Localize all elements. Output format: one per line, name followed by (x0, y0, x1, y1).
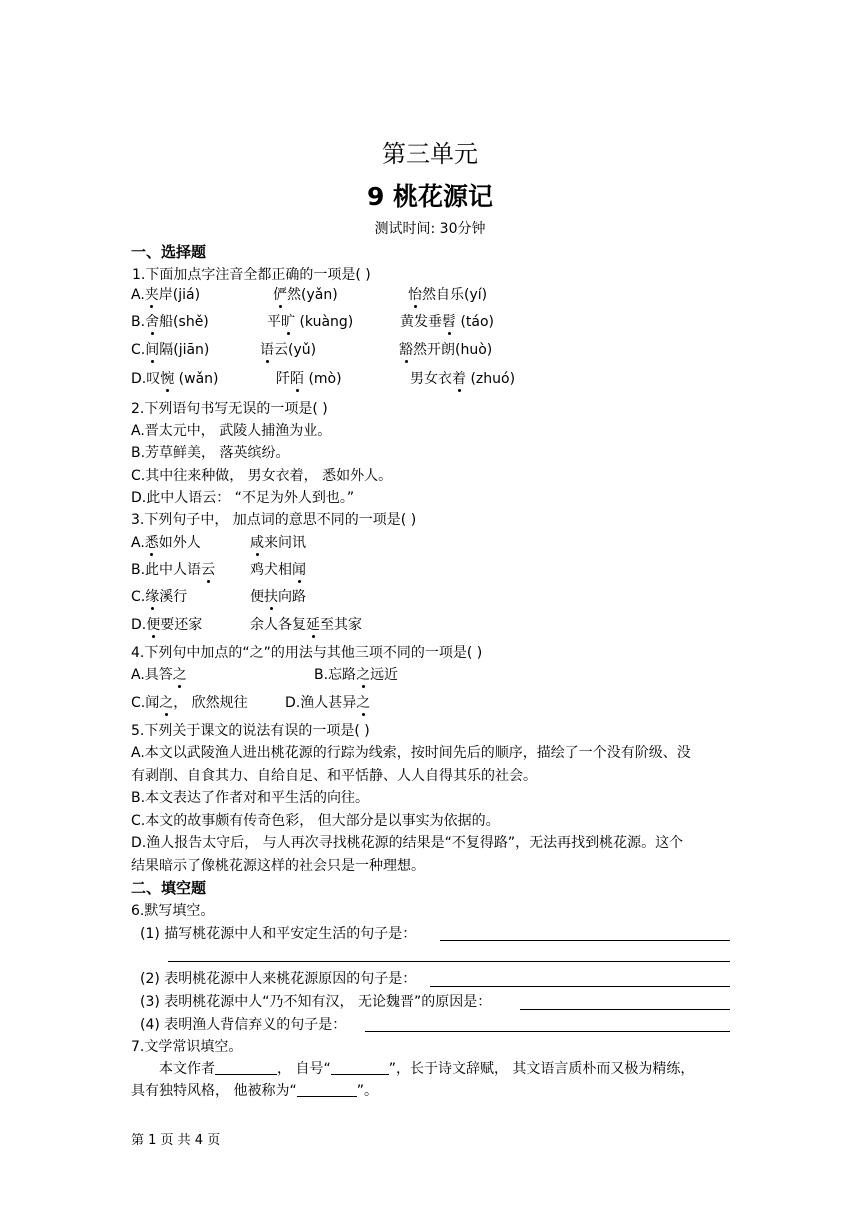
q1-option-c: C.间隔(jiān) (131, 342, 210, 358)
q1-option-b-3: 黄发垂髫 (táo) (400, 314, 495, 330)
q3-option-b-left: B.此中人语云 (131, 562, 216, 578)
q1-option-d-3: 男女衣着 (zhuó) (410, 371, 516, 387)
q2-option-b: B.芳草鲜美， 落英缤纷。 (131, 445, 290, 461)
q5-option-b: B.本文表达了作者对和平生活的向往。 (131, 790, 370, 806)
q3-option-a-left: A.悉如外人 (131, 535, 201, 551)
q5-option-a-line1: A.本文以武陵渔人进出桃花源的行踪为线索，按时间先后的顺序，描绘了一个没有阶级、没 (131, 745, 691, 761)
question-5-stem: 5.下列关于课文的说法有误的一项是( ) (131, 723, 370, 739)
q3-option-d-left: D.便要还家 (131, 617, 203, 633)
q1-option-a-2: 俨然(yǎn) (273, 287, 338, 303)
q6-answer-line-4[interactable] (365, 1031, 730, 1032)
section-title-choice: 一、选择题 (131, 243, 207, 261)
q7-blank-author[interactable] (215, 1060, 277, 1075)
question-3-stem: 3.下列句子中， 加点词的意思不同的一项是( ) (131, 512, 417, 528)
q1-option-b-2: 平旷 (kuàng) (267, 314, 354, 330)
q2-option-c: C.其中往来种做， 男女衣着， 悉如外人。 (131, 468, 393, 484)
q1-option-c-3: 豁然开朗(huò) (399, 342, 493, 358)
q7-blank-title[interactable] (297, 1082, 357, 1097)
unit-title: 第三单元 (382, 140, 478, 168)
q6-item-1: (1) 描写桃花源中人和平安定生活的句子是： (140, 926, 417, 942)
q1-option-d-2: 阡陌 (mò) (276, 371, 342, 387)
question-6-stem: 6.默写填空。 (131, 903, 215, 919)
q4-option-c: C.闻之， 欣然规往 (131, 695, 248, 711)
q4-option-b: B.忘路之远近 (314, 667, 399, 683)
q1-option-b: B.舍船(shě) (131, 314, 209, 330)
q5-option-d-line2: 结果暗示了像桃花源这样的社会只是一种理想。 (131, 858, 425, 874)
q1-option-a: A.夹岸(jiá) (131, 287, 201, 303)
q3-option-c-left: C.缘溪行 (131, 589, 188, 605)
test-time: 测试时间: 30分钟 (374, 221, 486, 237)
q5-option-a-line2: 有剥削、自食其力、自给自足、和平恬静、人人自得其乐的社会。 (131, 768, 537, 784)
q7-blank-alias[interactable] (331, 1060, 389, 1075)
q3-option-b-right: 鸡犬相闻 (250, 562, 306, 578)
q5-option-d-line1: D.渔人报告太守后， 与人再次寻找桃花源的结果是“不复得路”，无法再找到桃花源。这个 (131, 835, 684, 851)
lesson-title: 9 桃花源记 (366, 182, 494, 211)
q3-option-c-right: 便扶向路 (250, 589, 306, 605)
q6-answer-line-3[interactable] (520, 1009, 730, 1010)
page-footer: 第 1 页 共 4 页 (131, 1133, 221, 1148)
question-4-stem: 4.下列句中加点的“之”的用法与其他三项不同的一项是( ) (131, 645, 483, 661)
q6-item-4: (4) 表明渔人背信弃义的句子是： (140, 1017, 347, 1033)
q3-option-a-right: 咸来问讯 (250, 535, 306, 551)
q7-line-1: 本文作者 ， 自号“ ”，长于诗文辞赋， 其文语言质朴而又极为精练， (159, 1061, 695, 1077)
q4-option-d: D.渔人甚异之 (285, 695, 371, 711)
q1-option-a-3: 怡然自乐(yí) (408, 287, 488, 303)
q6-answer-line-1a[interactable] (440, 940, 730, 941)
question-1-stem: 1.下面加点字注音全都正确的一项是( ) (132, 267, 371, 283)
q2-option-d: D.此中人语云： “不足为外人到也。” (131, 490, 355, 506)
q2-option-a: A.晋太元中， 武陵人捕渔为业。 (131, 423, 332, 439)
q7-line-2: 具有独特风格， 他被称为“ ”。 (131, 1083, 378, 1099)
q5-option-c: C.本文的故事颇有传奇色彩， 但大部分是以事实为依据的。 (131, 813, 500, 829)
q6-item-3: (3) 表明桃花源中人“乃不知有汉， 无论魏晋”的原因是： (140, 994, 492, 1010)
q1-option-c-2: 语云(yǔ) (260, 342, 317, 358)
question-2-stem: 2.下列语句书写无误的一项是( ) (131, 401, 328, 417)
q1-option-d: D.叹惋 (wǎn) (131, 371, 219, 387)
question-7-stem: 7.文学常识填空。 (131, 1039, 243, 1055)
q6-answer-line-1b[interactable] (168, 961, 730, 962)
q3-option-d-right: 余人各复延至其家 (250, 617, 362, 633)
q4-option-a: A.具答之 (131, 667, 187, 683)
q6-item-2: (2) 表明桃花源中人来桃花源原因的句子是： (140, 971, 417, 987)
q6-answer-line-2[interactable] (430, 986, 730, 987)
section-title-fill: 二、填空题 (131, 879, 207, 897)
